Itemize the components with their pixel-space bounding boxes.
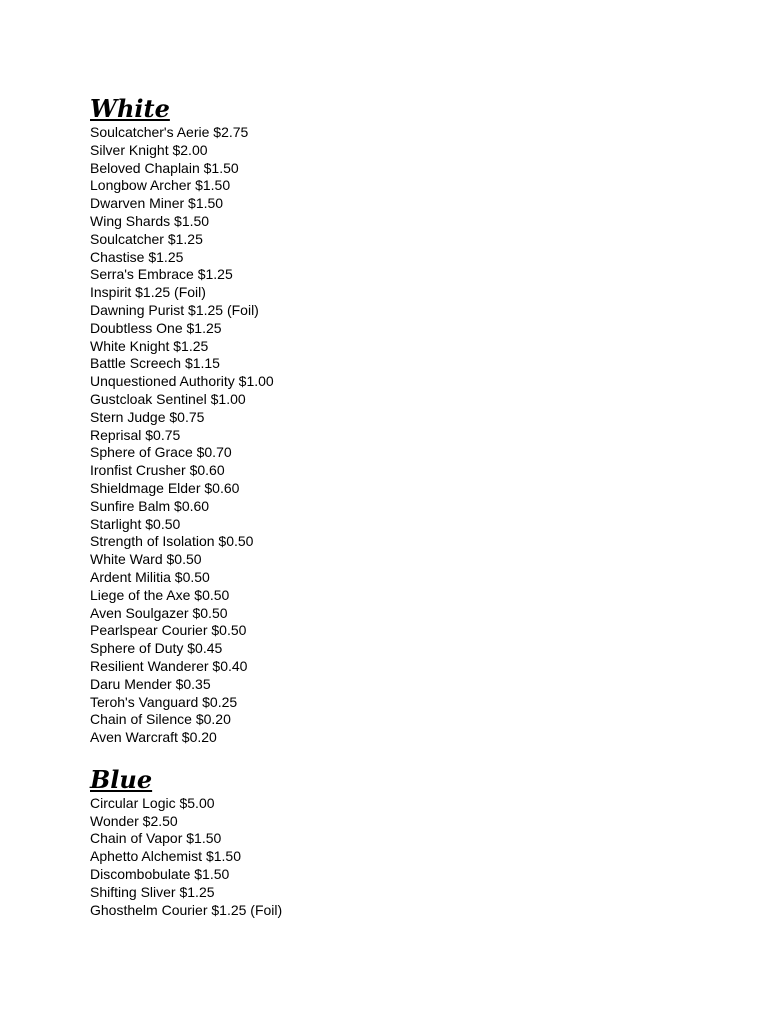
card-list-blue	[90, 795, 690, 920]
card-price-item: Longbow Archer $1.50	[90, 177, 231, 194]
card-price-item: Ironfist Crusher $0.60	[90, 462, 225, 479]
card-price-item: Gustcloak Sentinel $1.00	[90, 390, 246, 407]
card-price-item: White Knight $1.25	[90, 337, 209, 354]
card-price-item: Soulcatcher's Aerie $2.75	[90, 124, 249, 140]
card-price-item: Teroh's Vanguard $0.25	[90, 693, 238, 710]
card-price-item: Pearlspear Courier $0.50	[90, 622, 247, 639]
card-price-item: Circular Logic $5.00	[90, 794, 215, 811]
card-price-item: Silver Knight $2.00	[90, 141, 208, 158]
card-price-item: Chain of Vapor $1.50	[90, 830, 222, 847]
card-price-item: Aphetto Alchemist $1.50	[90, 848, 241, 865]
section-heading-white: White	[90, 94, 170, 123]
card-price-item: Unquestioned Authority $1.00	[90, 373, 274, 390]
card-list-white	[90, 124, 690, 747]
card-price-item: Dwarven Miner $1.50	[90, 195, 224, 212]
card-price-item: Battle Screech $1.15	[90, 355, 220, 372]
card-price-item: Beloved Chaplain $1.50	[90, 159, 239, 176]
card-price-item: Soulcatcher $1.25	[90, 230, 203, 247]
card-price-item: Sphere of Duty $0.45	[90, 640, 223, 657]
card-price-item: Strength of Isolation $0.50	[90, 533, 254, 550]
card-price-item: Discombobulate $1.50	[90, 866, 230, 883]
card-price-item: White Ward $0.50	[90, 551, 202, 568]
card-price-item: Liege of the Axe $0.50	[90, 586, 230, 603]
card-price-item: Wonder $2.50	[90, 812, 178, 829]
card-price-item: Shifting Sliver $1.25	[90, 883, 215, 900]
card-price-item: Sunfire Balm $0.60	[90, 497, 210, 514]
section-heading-blue: Blue	[90, 764, 153, 794]
document-page	[90, 94, 690, 919]
card-price-item: Sphere of Grace $0.70	[90, 444, 232, 461]
card-price-item: Dawning Purist $1.25 (Foil)	[90, 301, 259, 318]
card-price-item: Doubtless One $1.25	[90, 319, 222, 336]
card-price-item: Daru Mender $0.35	[90, 675, 211, 692]
card-price-item: Chastise $1.25	[90, 248, 184, 265]
card-price-item: Shieldmage Elder $0.60	[90, 479, 240, 496]
card-price-item: Resilient Wanderer $0.40	[90, 657, 248, 674]
section-white	[90, 94, 690, 747]
card-price-item: Chain of Silence $0.20	[90, 711, 231, 728]
card-price-item: Stern Judge $0.75	[90, 408, 205, 425]
card-price-item: Reprisal $0.75	[90, 426, 181, 443]
card-price-item: Aven Warcraft $0.20	[90, 729, 217, 746]
card-price-item: Ardent Militia $0.50	[90, 568, 210, 585]
card-price-item: Aven Soulgazer $0.50	[90, 604, 228, 621]
card-price-item: Ghosthelm Courier $1.25 (Foil)	[90, 901, 283, 918]
card-price-item: Serra's Embrace $1.25	[90, 266, 233, 283]
section-blue	[90, 765, 690, 920]
card-price-item: Inspirit $1.25 (Foil)	[90, 284, 206, 301]
card-price-item: Wing Shards $1.50	[90, 212, 210, 229]
card-price-item: Starlight $0.50	[90, 515, 181, 532]
